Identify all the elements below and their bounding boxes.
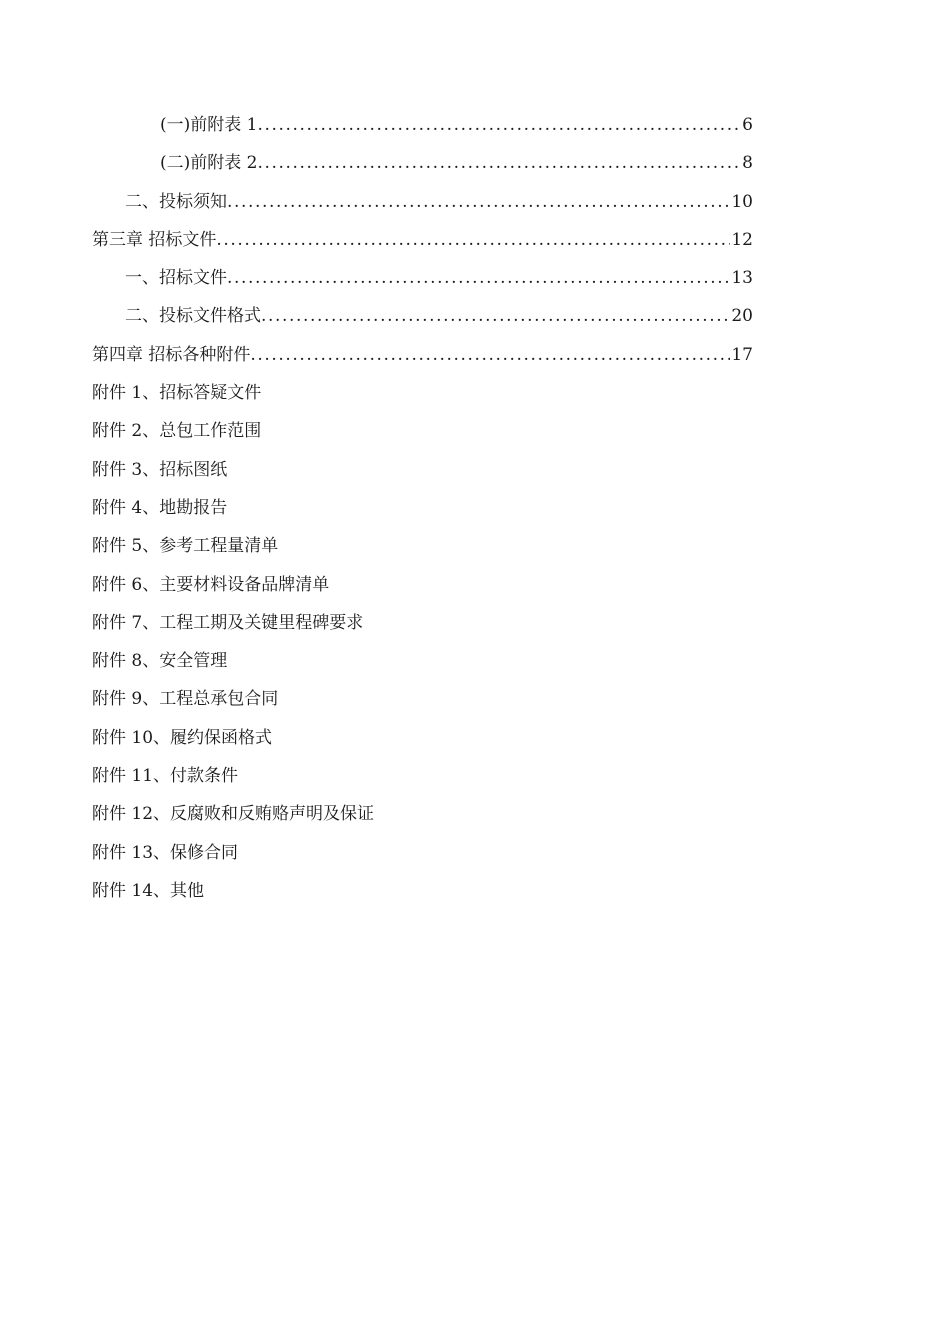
toc-leader-dots bbox=[227, 259, 730, 297]
toc-page-number: 10 bbox=[731, 191, 753, 212]
attachment-item-6[interactable]: 附件 6、主要材料设备品牌清单 bbox=[92, 574, 330, 595]
toc-entry-pre-table-2[interactable] bbox=[0, 144, 753, 182]
attachment-item-13[interactable]: 附件 13、保修合同 bbox=[92, 842, 239, 863]
toc-entry-label: 一、招标文件 bbox=[125, 268, 227, 289]
toc-page-number: 20 bbox=[731, 306, 753, 327]
toc-entry-bidding-instructions[interactable] bbox=[0, 183, 753, 221]
toc-entry-tender-documents[interactable] bbox=[0, 259, 753, 297]
toc-entry-label: 第三章 招标文件 bbox=[92, 229, 217, 250]
toc-entry-chapter-4[interactable] bbox=[0, 336, 753, 374]
toc-entry-label: 第四章 招标各种附件 bbox=[92, 344, 251, 365]
toc-page-number: 8 bbox=[742, 153, 753, 174]
attachment-item-8[interactable]: 附件 8、安全管理 bbox=[92, 651, 228, 672]
toc-entry-chapter-3[interactable] bbox=[0, 221, 753, 259]
toc-page-number: 17 bbox=[731, 344, 753, 365]
toc-entry-label: (二)前附表 2 bbox=[160, 153, 258, 174]
attachment-item-3[interactable]: 附件 3、招标图纸 bbox=[92, 459, 228, 480]
toc-leader-dots bbox=[227, 183, 730, 221]
attachment-item-12[interactable]: 附件 12、反腐败和反贿赂声明及保证 bbox=[92, 804, 375, 825]
toc-entry-label: 二、投标须知 bbox=[125, 191, 227, 212]
toc-leader-dots bbox=[257, 106, 741, 144]
toc-leader-dots bbox=[257, 144, 741, 182]
toc-entry-bid-format[interactable] bbox=[0, 297, 753, 335]
toc-entry-label: (一)前附表 1 bbox=[160, 115, 258, 135]
toc-leader-dots bbox=[216, 221, 730, 259]
attachment-item-11[interactable]: 附件 11、付款条件 bbox=[92, 766, 239, 787]
toc-page-number: 12 bbox=[731, 229, 753, 250]
attachment-item-7[interactable]: 附件 7、工程工期及关键里程碑要求 bbox=[92, 612, 364, 633]
attachment-item-9[interactable]: 附件 9、工程总承包合同 bbox=[92, 689, 279, 710]
toc-page-number: 6 bbox=[742, 115, 753, 135]
toc-entry-label: 二、投标文件格式 bbox=[125, 306, 261, 327]
toc-page-number: 13 bbox=[731, 268, 753, 289]
toc-leader-dots bbox=[261, 297, 730, 335]
attachment-item-5[interactable]: 附件 5、参考工程量清单 bbox=[92, 536, 279, 557]
attachment-item-2[interactable]: 附件 2、总包工作范围 bbox=[92, 421, 262, 442]
table-of-contents bbox=[0, 106, 950, 910]
toc-leader-dots bbox=[250, 336, 730, 374]
attachment-item-14[interactable]: 附件 14、其他 bbox=[92, 880, 205, 901]
attachment-item-4[interactable]: 附件 4、地勘报告 bbox=[92, 497, 228, 518]
toc-entry-pre-table-1[interactable] bbox=[0, 106, 753, 144]
attachment-item-1[interactable]: 附件 1、招标答疑文件 bbox=[92, 383, 262, 404]
attachment-item-10[interactable]: 附件 10、履约保函格式 bbox=[92, 727, 273, 748]
